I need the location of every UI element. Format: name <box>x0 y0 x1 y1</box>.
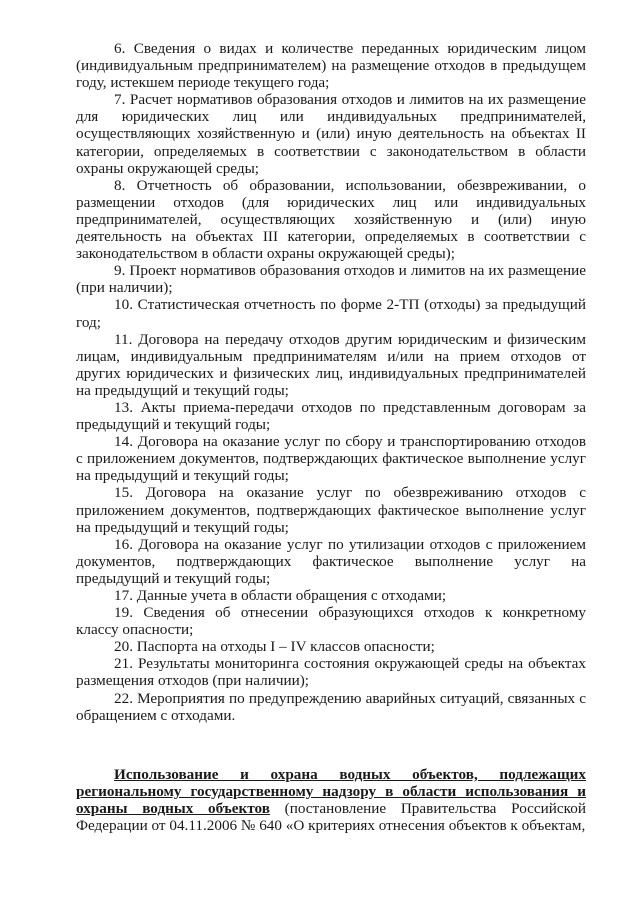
list-item-22: 22. Мероприятия по предупреждению аварийных ситуаций, связанных с обращением с отходами. <box>76 689 586 724</box>
list-item-15: 15. Договора на оказание услуг по обезвреживанию отходов с приложением документов, подтверждающих фактическое выполнение услуг на предыдущий и текущий годы; <box>76 484 586 536</box>
list-item-19: 19. Сведения об отнесении образующихся отходов к конкретному классу опасности; <box>76 604 586 639</box>
list-item-6: 6. Сведения о видах и количестве переданных юридическим лицом (индивидуальным предпринимателем) на размещение отходов в предыдущем году, истекшем периоде текущего года; <box>76 40 586 92</box>
list-item-21: 21. Результаты мониторинга состояния окружающей среды на объектах размещения отходов (при наличии); <box>76 655 586 690</box>
document-page <box>76 40 586 834</box>
list-item-13: 13. Акты приема-передачи отходов по представленным договорам за предыдущий и текущий годы; <box>76 398 586 434</box>
section-text: (постановление Правительства Российской Федерации от 04.11.2006 № 640 «О критериях отнесения объектов к объектам, <box>76 799 586 835</box>
list-item-9: 9. Проект нормативов образования отходов и лимитов на их размещение (при наличии); <box>76 262 586 297</box>
section-heading <box>76 766 586 834</box>
list-item-20: 20. Паспорта на отходы I – IV классов опасности; <box>114 638 435 656</box>
list-item-16: 16. Договора на оказание услуг по утилизации отходов с приложением документов, подтверждающих фактическое выполнение услуг на предыдущий и текущий годы; <box>76 535 586 587</box>
section-spacer <box>76 724 586 766</box>
list-item-10: 10. Статистическая отчетность по форме 2-ТП (отходы) за предыдущий год; <box>76 296 586 331</box>
list-item-11: 11. Договора на передачу отходов другим юридическим и физическим лицам, индивидуальным предпринимателям и/или на прием отходов от других юридических и физических лиц, индивидуальных предпринимателей на предыдущий и текущий годы; <box>76 330 586 399</box>
list-item-8: 8. Отчетность об образовании, использовании, обезвреживании, о размещении отходов (для юридических лиц или индивидуальных предпринимателей, осуществляющих хозяйственную и (или) иную деятельность на объектах III категории, определяемых в соответствии с законодательством в области охраны окружающей среды); <box>76 176 586 263</box>
list-item-14: 14. Договора на оказание услуг по сбору и транспортированию отходов с приложением документов, подтверждающих фактическое выполнение услуг на предыдущий и текущий годы; <box>76 433 586 485</box>
section-title: Использование и охрана водных объектов, подлежащих региональному государственному надзору в области использования и охраны водных объектов <box>76 765 586 817</box>
list-item-17: 17. Данные учета в области обращения с отходами; <box>114 587 447 604</box>
list-item-7: 7. Расчет нормативов образования отходов и лимитов на их размещение для юридических лиц или индивидуальных предпринимателей, осуществляющих хозяйственную и (или) иную деятельность на объектах II категории, определяемых в соответствии с законодательством в области охраны окружающей среды; <box>76 91 586 177</box>
